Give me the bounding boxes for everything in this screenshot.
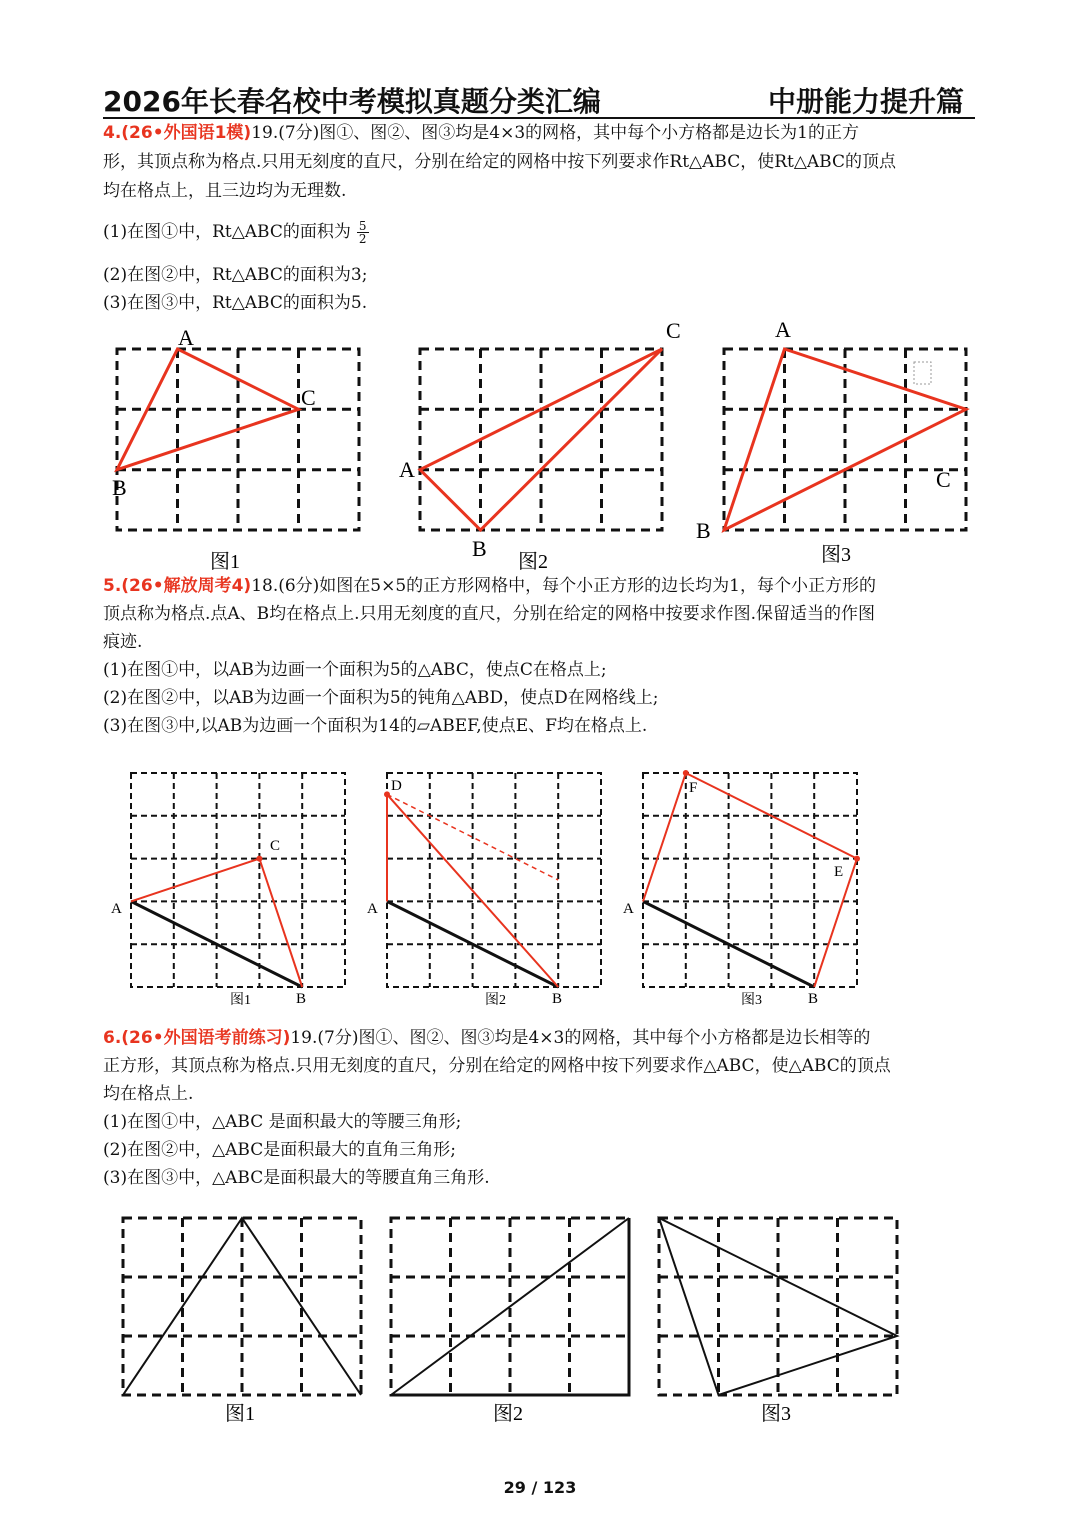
label-a: A (399, 457, 415, 482)
q4-requirement-3: (3)在图③中，Rt△ABC的面积为5. (103, 293, 368, 313)
figure-caption: 图1 (230, 993, 251, 1008)
placeholder-box (914, 362, 931, 384)
q5-figure-3 (623, 770, 860, 1008)
label-c: C (270, 838, 281, 854)
q6-requirement-2: (2)在图②中，△ABC是面积最大的直角三角形; (103, 1140, 456, 1160)
label-b: B (696, 518, 711, 543)
point-c (256, 856, 262, 862)
q4-figure-2 (399, 318, 681, 573)
q4-figure-1 (112, 325, 359, 573)
document-title: 2026年长春名校中考模拟真题分类汇编 (103, 85, 601, 118)
q6-stem-line-2: 正方形，其顶点称为格点.只用无刻度的直尺，分别在给定的网格中按下列要求作△ABC，使△ABC的顶点 (103, 1056, 891, 1076)
q6-requirement-1: (1)在图①中，△ABC 是面积最大的等腰三角形; (103, 1112, 462, 1132)
q4-requirement-1: (1)在图①中，Rt△ABC的面积为 $\frac{5}{2}$ (103, 219, 367, 246)
label-e: E (834, 864, 844, 880)
label-a: A (178, 325, 194, 350)
q6-source: 6.(26•外国语考前练习) (103, 1028, 291, 1048)
q5-stem-line-2: 顶点称为格点.点A、B均在格点上.只用无刻度的直尺，分别在给定的网格中按要求作图.保留适当的作图 (103, 604, 875, 624)
label-b: B (472, 536, 487, 561)
q5-stem-line-3: 痕迹. (103, 632, 143, 652)
q6-stem-line-3: 均在格点上. (103, 1084, 194, 1104)
q6-figure-3 (659, 1218, 897, 1425)
label-b: B (112, 475, 127, 500)
q5-figure-1 (111, 773, 345, 1008)
label-a: A (775, 317, 791, 342)
q6-figure-2 (391, 1218, 629, 1425)
label-b: B (552, 991, 563, 1007)
label-d: D (391, 778, 402, 794)
grid-4x3 (724, 349, 966, 530)
page-number: 29 / 123 (503, 1478, 577, 1497)
label-c: C (936, 467, 951, 492)
point-d (384, 791, 390, 797)
q6-requirement-3: (3)在图③中，△ABC是面积最大的等腰直角三角形. (103, 1168, 490, 1188)
label-a: A (367, 901, 378, 917)
figure-caption: 图1 (210, 551, 240, 573)
label-b: B (296, 991, 307, 1007)
figure-caption: 图3 (761, 1403, 791, 1425)
q5-source: 5.(26•解放周考4) (103, 576, 252, 596)
q6-figure-1 (123, 1218, 361, 1425)
label-c: C (301, 385, 316, 410)
point-e (854, 856, 860, 862)
figure-caption: 图2 (518, 551, 548, 573)
grid-4x3 (117, 349, 359, 530)
q4-stem-line-3: 均在格点上，且三边均为无理数. (103, 181, 347, 201)
figure-caption: 图2 (485, 993, 506, 1008)
q4-requirement-2: (2)在图②中，Rt△ABC的面积为3; (103, 265, 368, 285)
q4-source: 4.(26•外国语1模) (103, 123, 252, 143)
label-c: C (666, 318, 681, 343)
figure-caption: 图1 (225, 1403, 255, 1425)
figure-caption: 图3 (741, 993, 762, 1008)
label-b: B (808, 991, 819, 1007)
label-f: F (689, 780, 698, 796)
figure-caption: 图2 (493, 1403, 523, 1425)
grid-4x3 (420, 349, 662, 530)
q5-stem-line-1: 5.(26•解放周考4)18.(6分)如图在5×5的正方形网格中，每个小正方形的边长均为1，每个小正方形的 (103, 576, 876, 596)
figure-caption: 图3 (821, 544, 851, 566)
fraction: $\frac{5}{2}$ (358, 219, 367, 246)
label-a: A (111, 901, 122, 917)
q5-requirement-1: (1)在图①中，以AB为边画一个面积为5的△ABC，使点C在格点上; (103, 660, 607, 680)
q4-stem-line-1: 4.(26•外国语1模)19.(7分)图①、图②、图③均是4×3的网格，其中每个小方格都是边长为1的正方 (103, 123, 859, 143)
q4-figure-3 (696, 317, 966, 566)
q6-stem-line-1: 6.(26•外国语考前练习)19.(7分)图①、图②、图③均是4×3的网格，其中每个小方格都是边长相等的 (103, 1028, 871, 1048)
q5-figure-2 (367, 773, 601, 1008)
grid-4x3 (659, 1218, 897, 1395)
label-a: A (623, 901, 634, 917)
q4-stem-line-2: 形，其顶点称为格点.只用无刻度的直尺，分别在给定的网格中按下列要求作Rt△ABC，使Rt△ABC的顶点 (103, 152, 896, 172)
grid-4x3 (123, 1218, 361, 1395)
point-f (683, 770, 689, 776)
q5-requirement-3: (3)在图③中,以AB为边画一个面积为14的▱ABEF,使点E、F均在格点上. (103, 716, 648, 736)
q5-requirement-2: (2)在图②中，以AB为边画一个面积为5的钝角△ABD，使点D在网格线上; (103, 688, 659, 708)
volume-title: 中册能力提升篇 (768, 85, 965, 118)
